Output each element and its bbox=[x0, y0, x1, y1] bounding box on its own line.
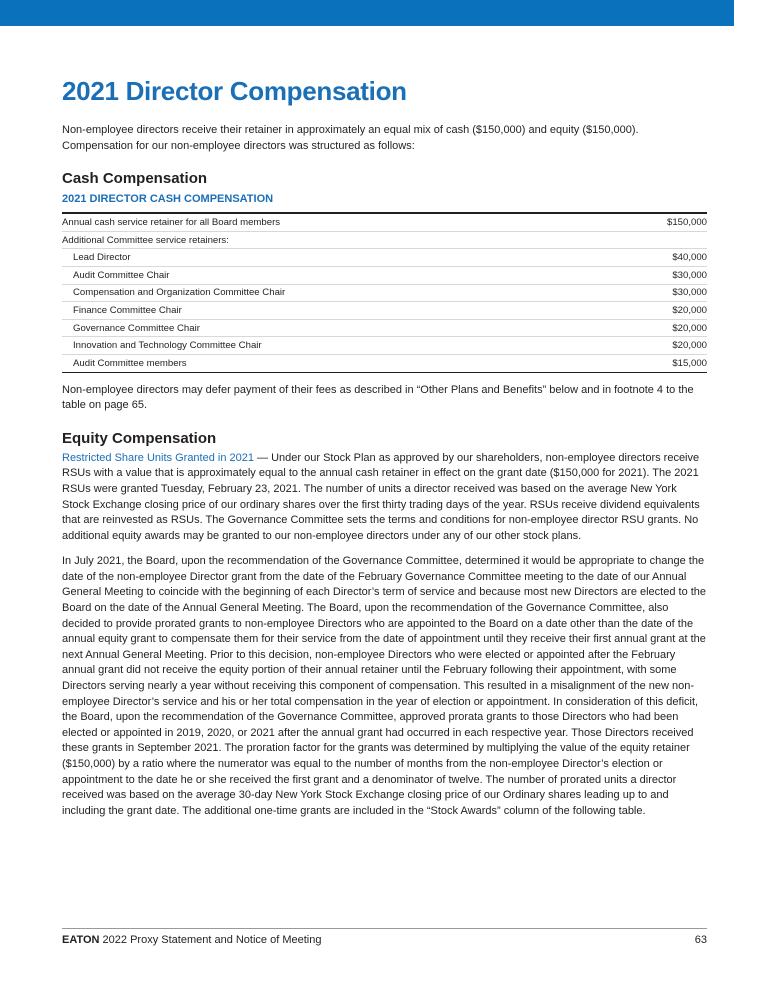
row-amount: $150,000 bbox=[609, 213, 707, 231]
row-label: Audit Committee Chair bbox=[62, 266, 609, 284]
row-label: Lead Director bbox=[62, 249, 609, 267]
table-row bbox=[62, 213, 707, 231]
row-amount: $30,000 bbox=[609, 284, 707, 302]
cash-heading: Cash Compensation bbox=[62, 170, 208, 188]
table-row bbox=[62, 337, 707, 355]
deferral-note: Non-employee directors may defer payment of their fees as described in “Other Plans and Benefits” below and in footnote 4 to the table on page 65. bbox=[62, 383, 694, 412]
row-amount: $40,000 bbox=[609, 249, 707, 267]
footer-brand: EATON bbox=[62, 934, 100, 946]
row-amount: $20,000 bbox=[609, 319, 707, 337]
row-label: Innovation and Technology Committee Chair bbox=[62, 337, 609, 355]
row-amount bbox=[609, 231, 707, 249]
table-row bbox=[62, 249, 707, 267]
table-row bbox=[62, 231, 707, 249]
footer-doc: 2022 Proxy Statement and Notice of Meeting bbox=[99, 934, 322, 946]
row-label: Compensation and Organization Committee Chair bbox=[62, 284, 609, 302]
equity-heading: Equity Compensation bbox=[62, 429, 217, 447]
cash-compensation-table bbox=[62, 212, 707, 372]
row-amount: $20,000 bbox=[609, 337, 707, 355]
top-banner bbox=[0, 0, 734, 26]
row-amount: $30,000 bbox=[609, 266, 707, 284]
row-label: Annual cash service retainer for all Board members bbox=[62, 213, 609, 231]
intro-paragraph: Non-employee directors receive their retainer in approximately an equal mix of cash ($150,000) and equity ($150,000). Compensation for our non-employee directors was structured as follows: bbox=[62, 124, 639, 152]
page-content bbox=[62, 76, 707, 819]
table-row bbox=[62, 354, 707, 372]
table-row bbox=[62, 319, 707, 337]
prorated-grants-paragraph: In July 2021, the Board, upon the recommendation of the Governance Committee, determined it would be appropriate to change the date of the non-employee Director grant from the date of the February Governance Committee meeting to the date of our Annual General Meeting to coincide with the beginning of each Director’s term of service and because most new Directors are elected to the Board on the date of the Annual General Meeting. The Board, upon the recommendation of the Governance Committee, also decided to provide prorated grants to non-employee Directors who are appointed to the Board on a date other than the date of the annual equity grant to compensate them for their service from the date of appointment until they receive their first annual grant at the next Annual General Meeting. Prior to this decision, non-employee Directors who were elected or appointed after the February annual grant did not receive the equity portion of their annual retainer until the February following their appointment, with some Directors serving nearly a year without receiving this component of compensation. This resulted in a misalignment of the new non-employee Director’s service and his or her total compensation in the year of election or appointment. In consideration of this deficit, the Board, upon the recommendation of the Governance Committee, approved prorata grants to those Directors who had been elected or appointed in 2019, 2020, or 2021 after the annual grant had occurred in each respective year. Those Directors received these grants in September 2021. The proration factor for the grants was determined by multiplying the value of the equity retainer ($150,000) by a ratio where the numerator was equal to the number of months from the non-employee Director’s election or appointment to the date he or she received the first grant and a denominator of twelve. The number of prorated units a director received was based on the average 30-day New York Stock Exchange closing price of our Ordinary shares leading up to and including the grant date. The additional one-time grants are included in the “Stock Awards” column of the following table. bbox=[62, 555, 707, 817]
row-label: Finance Committee Chair bbox=[62, 302, 609, 320]
footer-title bbox=[62, 934, 321, 946]
row-label: Governance Committee Chair bbox=[62, 319, 609, 337]
table-row bbox=[62, 266, 707, 284]
rsu-text: — Under our Stock Plan as approved by our shareholders, non-employee directors receive RSUs with a value that is approximately equal to the annual cash retainer in effect on the grant date ($150,000 for 2021). The 2021 RSUs were granted Tuesday, February 23, 2021. The number of units a director received was based on the average New York Stock Exchange closing price of our ordinary shares over the first thirty trading days of the year. RSUs receive dividend equivalents that are reinvested as RSUs. The Governance Committee sets the terms and conditions for non-employee director RSU grants. No additional equity awards may be granted to our non-employee directors under any of our other stock plans. bbox=[62, 451, 700, 542]
rsu-paragraph bbox=[62, 451, 707, 545]
table-row bbox=[62, 302, 707, 320]
page-footer bbox=[62, 928, 707, 946]
page-title: 2021 Director Compensation bbox=[62, 76, 407, 106]
rsu-lead-in: Restricted Share Units Granted in 2021 bbox=[62, 451, 254, 464]
page-number: 63 bbox=[694, 934, 707, 946]
row-label: Additional Committee service retainers: bbox=[62, 231, 609, 249]
row-amount: $20,000 bbox=[609, 302, 707, 320]
row-label: Audit Committee members bbox=[73, 357, 187, 369]
table-row bbox=[62, 284, 707, 302]
cash-table-title: 2021 DIRECTOR CASH COMPENSATION bbox=[62, 193, 274, 206]
row-amount: $15,000 bbox=[672, 357, 707, 369]
